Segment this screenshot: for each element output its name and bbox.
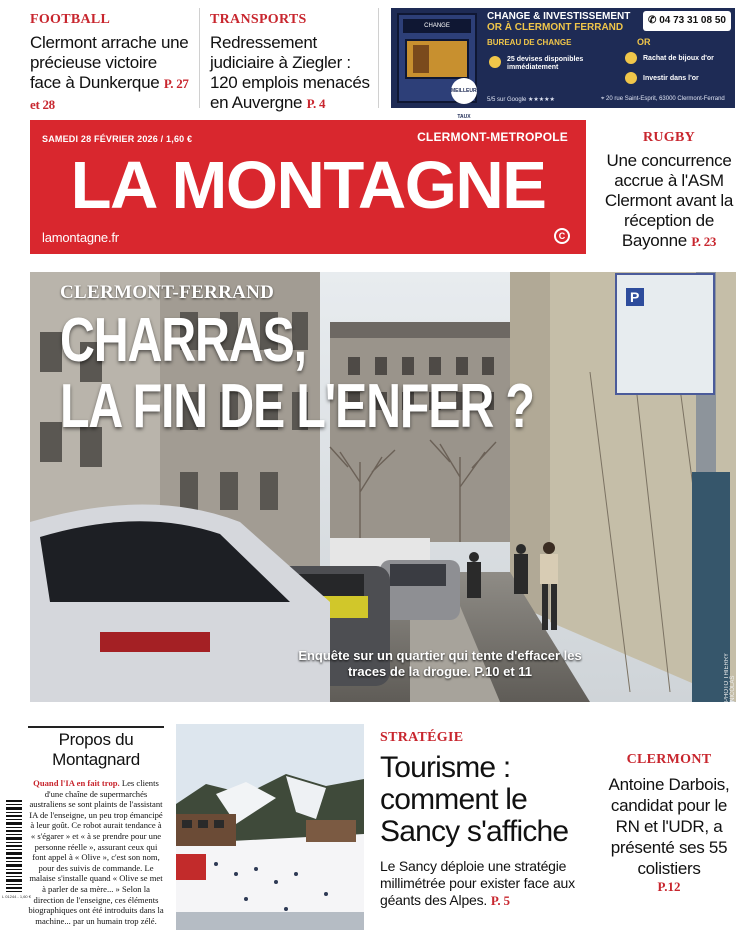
page-ref: P. 23: [691, 234, 717, 249]
teaser-headline: Une concurrence accrue à l'ASM Clermont avant la réception de Bayonne P. 23: [604, 151, 734, 250]
barcode-number: L 01244 - 1,60 €: [2, 894, 31, 899]
advertisement[interactable]: [391, 8, 735, 120]
top-teaser-football[interactable]: [30, 12, 190, 115]
edition-name: CLERMONT-METROPOLE: [417, 130, 568, 144]
gold-icon: [625, 72, 637, 84]
website-url: lamontagne.fr: [42, 230, 119, 245]
barcode-icon: [6, 800, 22, 892]
story-headline: Tourisme : comment le Sancy s'affiche: [380, 751, 569, 848]
pin-icon: ⌖: [601, 96, 607, 102]
ring-icon: [625, 52, 637, 64]
page-ref: P. 27 et 28: [30, 76, 189, 112]
teaser-clermont[interactable]: [600, 752, 738, 895]
newspaper-logo: LA MONTAGNE: [70, 148, 546, 223]
column-body: Quand l'IA en fait trop. Les clients d'une chaîne de supermarchés australiens se sont plaints de l'assistant IA de l'enseigne, un peu trop émancipé à leur goût. Ce robot aurait tendance à « s'égarer » et « à se prendre pour une personne réelle », assurant ceux qui font appel à « Olive », c'est son nom, pour des suivis de commande. Le malaise s'installe quand « Olive se met à parler de sa mère... » Selon la direction de l'enseigne, ces éléments biographiques ont été introduits dans la machine... par un humain trop zélé.: [28, 778, 164, 926]
teaser-kicker: TRANSPORTS: [210, 12, 307, 27]
hero-story[interactable]: [30, 272, 736, 702]
story-kicker: STRATÉGIE: [380, 730, 464, 745]
hero-headline: CHARRAS, LA FIN DE L'ENFER ?: [60, 306, 534, 441]
ad-bureau-label: BUREAU DE CHANGE: [487, 38, 572, 47]
ad-badge: MEILLEURE TAUX: [451, 78, 477, 104]
story-strategie[interactable]: [380, 730, 590, 909]
teaser-kicker: RUGBY: [642, 130, 696, 145]
ad-item: Investir dans l'or: [643, 75, 699, 82]
issue-date: SAMEDI 28 FÉVRIER 2026 / 1,60 €: [42, 134, 193, 144]
teaser-rugby[interactable]: [600, 130, 738, 252]
photo-credit: PHOTO THIERRY NICOLAS: [724, 653, 736, 702]
currency-icon: [489, 56, 501, 68]
ad-or-label: OR: [637, 37, 651, 47]
ad-item: Rachat de bijoux d'or: [643, 55, 714, 62]
ad-address: ⌖ 20 rue Saint-Esprit, 63000 Clermont-Ferrand: [601, 96, 725, 102]
teaser-headline: Antoine Darbois, candidat pour le RN et l'UDR, a présenté ses 55 colistiers: [608, 775, 730, 878]
ad-phone: ✆ 04 73 31 08 50: [643, 11, 731, 31]
teaser-kicker: CLERMONT: [626, 752, 712, 767]
divider: [378, 8, 379, 108]
ad-item: 25 devises disponibles immédiatement: [507, 56, 584, 71]
masthead[interactable]: [30, 120, 586, 254]
ad-rating: 5/5 sur Google ★★★★★: [487, 97, 555, 103]
column-title: Propos du Montagnard: [52, 730, 140, 769]
publisher-mark-icon: C: [554, 228, 570, 244]
teaser-headline: Clermont arrache une précieuse victoire face à Dunkerque P. 27 et 28: [30, 33, 189, 112]
teaser-headline: Redressement judiciaire à Ziegler : 120 emplois menacés en Auvergne P. 4: [210, 33, 370, 112]
ad-title: CHANGE & INVESTISSEMENT OR À CLERMONT FERRAND: [487, 11, 631, 33]
column-rule: [28, 726, 164, 728]
sancy-photo: [176, 724, 364, 930]
hero-kicker: CLERMONT-FERRAND: [60, 282, 275, 303]
teaser-kicker: FOOTBALL: [30, 12, 111, 27]
top-teaser-transports[interactable]: [210, 12, 380, 114]
svg-text:P: P: [630, 289, 640, 305]
ski-resort-image: [176, 724, 364, 930]
page-ref: P.10 et 11: [474, 664, 533, 679]
divider: [199, 8, 200, 108]
page-ref: P. 4: [306, 96, 326, 111]
page-ref: P. 5: [490, 893, 510, 908]
page-ref: P.12: [657, 879, 681, 894]
phone-icon: ✆: [648, 15, 660, 26]
story-summary: Le Sancy déploie une stratégie millimétrée pour exister face aux géants des Alpes. P. 5: [380, 858, 575, 908]
shop-sign: CHANGE: [403, 19, 471, 33]
shop-door: [413, 45, 429, 73]
hero-caption: Enquête sur un quartier qui tente d'effacer les traces de la drogue. P.10 et 11: [298, 648, 582, 679]
